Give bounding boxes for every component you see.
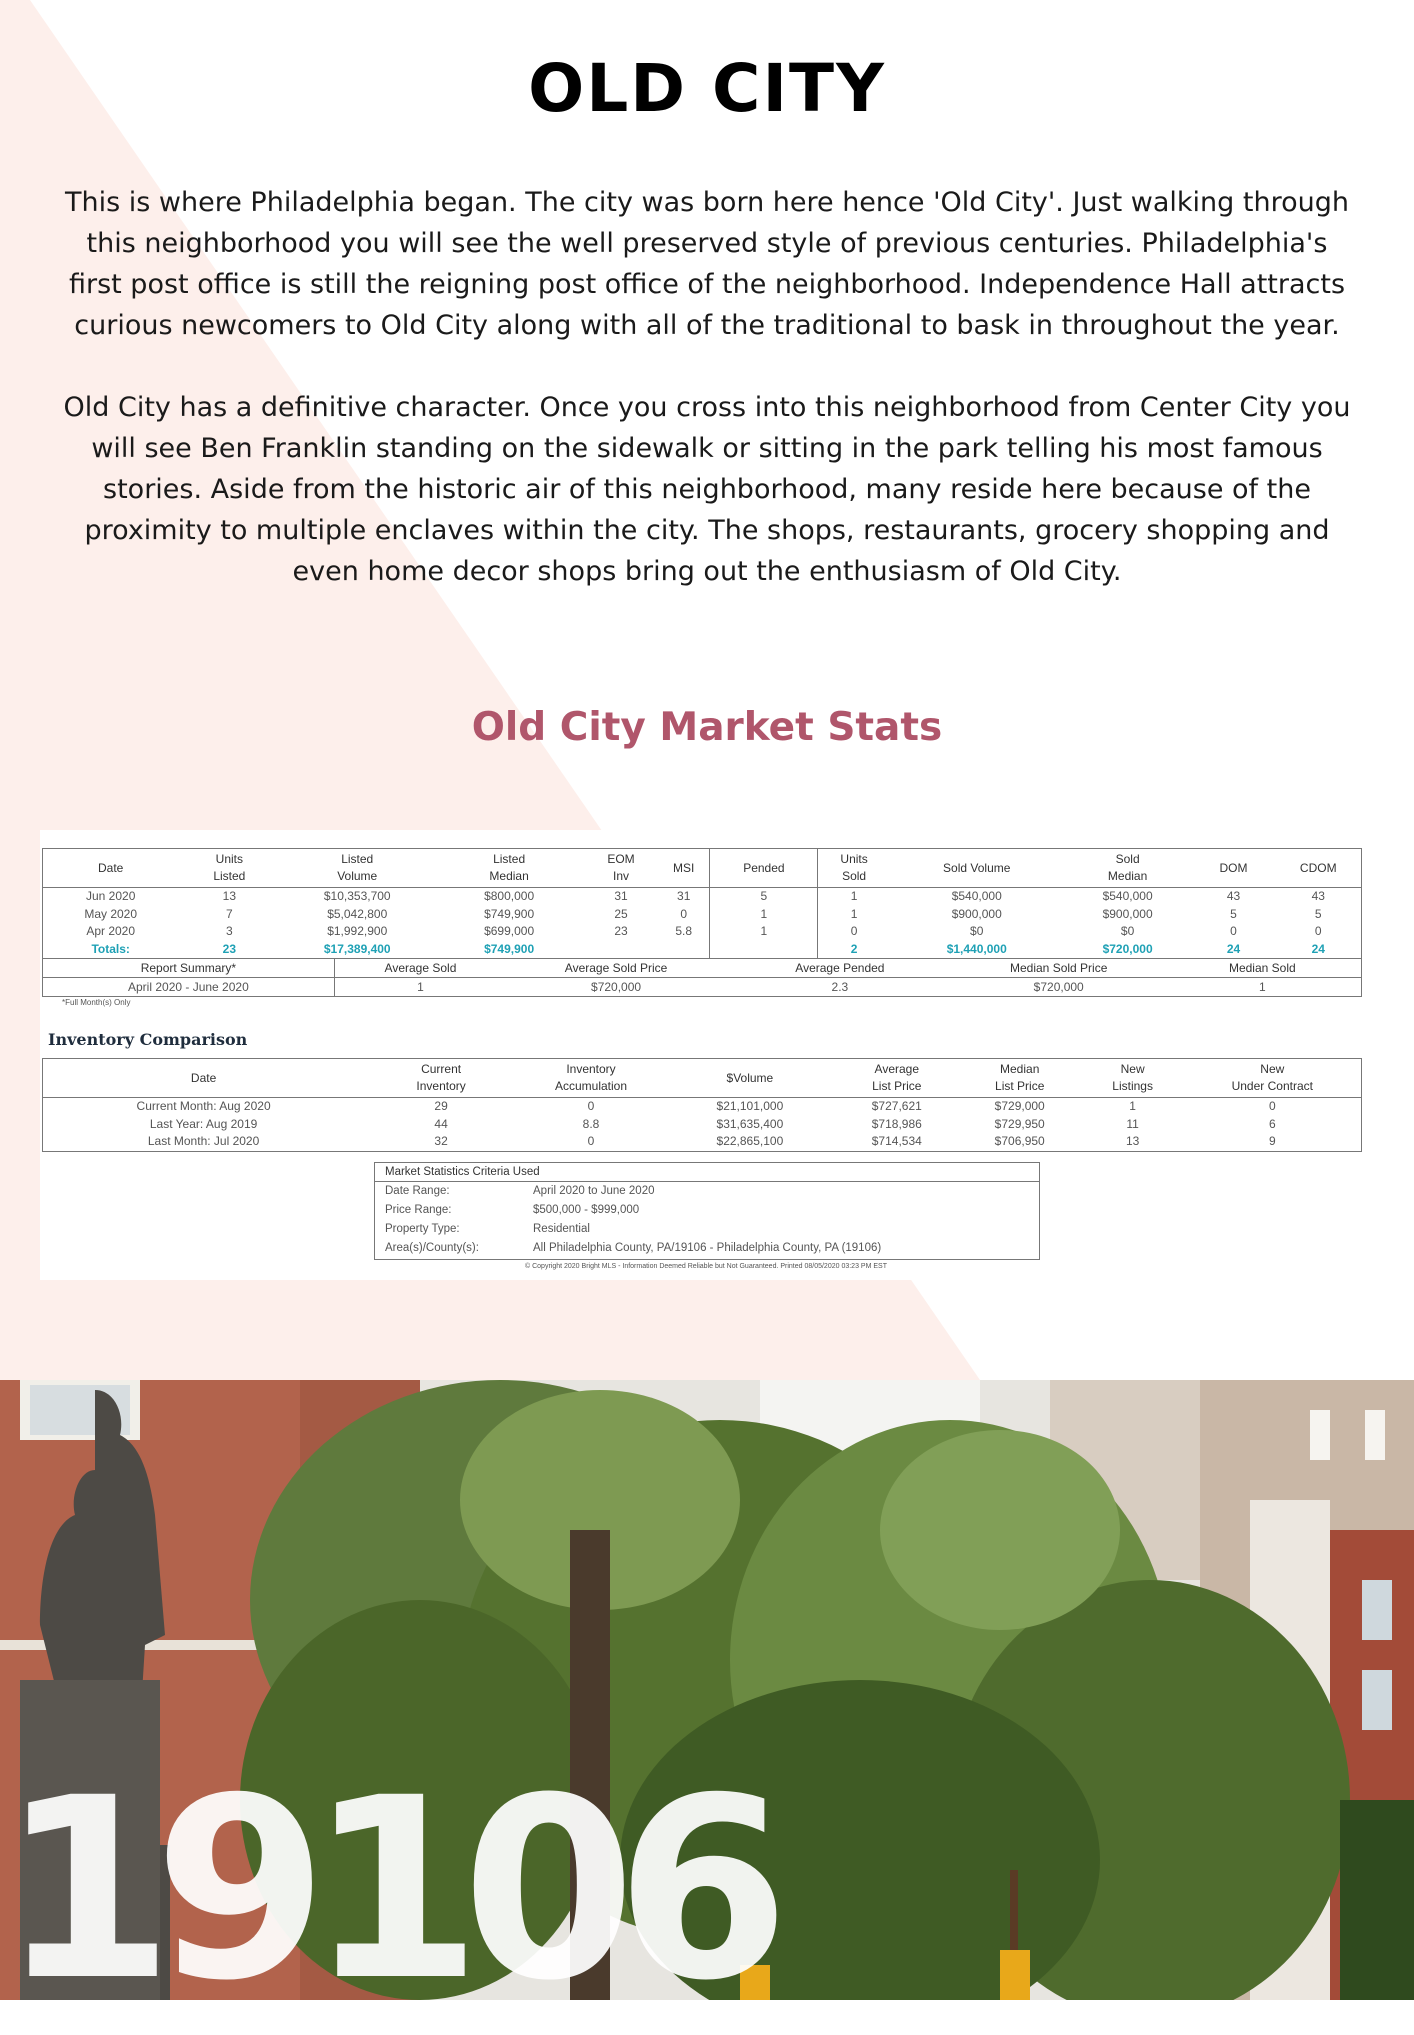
criteria-title: Market Statistics Criteria Used	[375, 1163, 1039, 1182]
header-pended: Pended	[710, 849, 818, 888]
cell: 0	[818, 923, 890, 941]
cell: $5,042,800	[327, 906, 388, 921]
cell: $17,389,400	[323, 941, 391, 956]
cell: 3	[225, 924, 233, 938]
cell: 31	[614, 889, 628, 903]
criteria-row	[375, 1182, 1039, 1201]
cell: 0	[1314, 924, 1322, 938]
criteria-label: Date Range:	[385, 1185, 450, 1197]
market-stats-title: Old City Market Stats	[471, 705, 943, 750]
character-paragraph: Old City has a definitive character. Once you cross into this neighborhood from Center City you will see Ben Franklin standing on the sidewalk or sitting in the park telling his most famous stories. Aside from the historic air of this neighborhood, many reside here because of the proximity to multiple enclaves within the city. The shops, restaurants, grocery shopping and even home decor shops bring out the enthusiasm of Old City.	[63, 392, 1351, 587]
cell: $900,000	[951, 906, 1002, 921]
table-row	[43, 1133, 1362, 1151]
cell: $749,900	[484, 941, 535, 956]
cell: $21,101,000	[716, 1099, 784, 1113]
cell: 0	[1230, 924, 1237, 938]
cell: $749,900	[484, 906, 535, 921]
header-average-pended: Average Pended	[795, 961, 885, 975]
cell: 0	[1268, 1099, 1276, 1113]
cell: Current Month: Aug 2020	[136, 1099, 271, 1113]
header-new-under-contract: New Under Contract	[1231, 1062, 1313, 1093]
table-row	[43, 906, 1362, 924]
header-dom: DOM	[1219, 860, 1248, 875]
cell: 1	[1258, 980, 1266, 994]
cell: 43	[1226, 889, 1241, 903]
cell: 8.8	[582, 1116, 600, 1131]
cell: 13	[222, 889, 236, 903]
inventory-title: Inventory Comparison	[48, 1030, 248, 1049]
inventory-header	[43, 1059, 1362, 1098]
cell: Last Month: Jul 2020	[147, 1134, 260, 1148]
cell: $31,635,400	[716, 1116, 784, 1131]
cell: 29	[434, 1099, 448, 1113]
criteria-label: Area(s)/County(s):	[385, 1242, 479, 1254]
totals-row	[43, 941, 1362, 959]
cell: 25	[614, 906, 628, 921]
header-msi: MSI	[673, 860, 695, 875]
cell: $0	[970, 924, 984, 938]
cell: April 2020 - June 2020	[128, 980, 249, 994]
cell: 0	[587, 1134, 595, 1148]
market-stats-report	[40, 830, 1368, 1280]
table-row	[43, 923, 1362, 941]
cell: $729,000	[994, 1099, 1045, 1113]
cell: 23	[222, 941, 236, 956]
summary-table	[42, 958, 1362, 997]
cell: $0	[1120, 924, 1135, 938]
cell: 5	[1314, 906, 1322, 921]
cell: 5.8	[675, 924, 693, 938]
cell: $718,986	[871, 1116, 922, 1131]
zip-code-overlay: 19106	[0, 1744, 770, 2035]
cell: $540,000	[951, 889, 1002, 903]
cell: $714,534	[871, 1134, 922, 1148]
cell: 1	[1129, 1099, 1136, 1113]
cell: $699,000	[484, 924, 535, 938]
cell: $540,000	[1102, 889, 1153, 903]
criteria-value: Residential	[533, 1223, 590, 1235]
cell: Totals:	[91, 941, 130, 956]
cell: 11	[1126, 1116, 1139, 1131]
header-volume: $Volume	[726, 1070, 774, 1085]
header-report-summary: Report Summary*	[140, 961, 237, 975]
cell: 23	[614, 924, 628, 938]
summary-header	[43, 959, 1362, 978]
cell	[658, 941, 710, 959]
market-table-header	[43, 849, 1362, 888]
header-units-listed: Units Listed	[213, 852, 246, 883]
cell: $706,950	[994, 1134, 1045, 1148]
cell: $729,950	[994, 1116, 1045, 1131]
criteria-value: April 2020 to June 2020	[533, 1185, 655, 1197]
cell: 1	[818, 906, 890, 924]
cell: Jun 2020	[85, 889, 136, 903]
cell: 44	[434, 1116, 448, 1131]
cell: 6	[1268, 1116, 1276, 1131]
cell: Last Year: Aug 2019	[149, 1116, 258, 1131]
cell: 24	[1226, 941, 1241, 956]
header-new-listings: New Listings	[1112, 1062, 1153, 1093]
cell: $720,000	[1102, 941, 1153, 956]
header-median-sold-price: Median Sold Price	[1010, 961, 1108, 975]
cell: 1	[334, 978, 506, 997]
cell: $720,000	[591, 980, 642, 994]
cell: 43	[1311, 889, 1325, 903]
cell: 13	[1125, 1134, 1140, 1148]
summary-footnote: *Full Month(s) Only	[62, 998, 131, 1007]
header-average-list-price: Average List Price	[872, 1062, 922, 1093]
page-title: OLD CITY	[528, 50, 886, 127]
cell: $1,992,900	[327, 924, 388, 938]
cell: $22,865,100	[716, 1134, 784, 1148]
market-table	[42, 848, 1362, 959]
header-median-sold: Median Sold	[1228, 961, 1296, 975]
cell: 1	[710, 923, 818, 941]
table-row	[43, 888, 1362, 906]
header-units-sold: Units Sold	[818, 849, 890, 888]
inventory-table	[42, 1058, 1362, 1152]
header-sold-median: Sold Median	[1107, 852, 1148, 883]
copyright-notice: © Copyright 2020 Bright MLS - Information Deemed Reliable but Not Guaranteed. Printed 08/05/2020 03:23 PM EST	[525, 1263, 887, 1270]
header-inventory-accumulation: Inventory Accumulation	[554, 1062, 628, 1093]
header-date: Date	[98, 860, 124, 875]
header-listed-median: Listed Median	[489, 852, 529, 883]
criteria-label: Price Range:	[385, 1204, 452, 1216]
cell: 5	[710, 888, 818, 906]
criteria-label: Property Type:	[385, 1223, 460, 1235]
criteria-row	[375, 1239, 1039, 1258]
header-sold-volume: Sold Volume	[943, 860, 1011, 875]
cell: 24	[1311, 941, 1325, 956]
header-cdom: CDOM	[1299, 860, 1337, 875]
cell: 31	[677, 889, 691, 903]
cell: 5	[1230, 906, 1237, 921]
cell: 1	[710, 906, 818, 924]
table-row	[43, 978, 1362, 997]
cell: $1,440,000	[946, 941, 1007, 956]
header-date: Date	[190, 1070, 217, 1085]
cell: $900,000	[1102, 906, 1153, 921]
header-average-sold-price: Average Sold Price	[564, 961, 668, 975]
cell: $727,621	[871, 1099, 922, 1113]
intro-paragraph: This is where Philadelphia began. The city was born here hence 'Old City'. Just walking through this neighborhood you will see the well preserved style of previous centuries. Philadelphia's first post office is still the reigning post office of the neighborhood. Independence Hall attracts curious newcomers to Old City along with all of the traditional to bask in throughout the year.	[65, 187, 1349, 341]
cell: 0	[680, 906, 688, 921]
cell: 32	[434, 1134, 448, 1148]
cell: $800,000	[484, 889, 535, 903]
cell: 1	[818, 888, 890, 906]
criteria-row	[375, 1220, 1039, 1239]
cell: $10,353,700	[323, 889, 391, 903]
criteria-value: All Philadelphia County, PA/19106 - Philadelphia County, PA (19106)	[533, 1242, 882, 1254]
criteria-box	[374, 1162, 1040, 1260]
criteria-row	[375, 1201, 1039, 1220]
header-average-sold: Average Sold	[334, 959, 506, 978]
cell: 9	[1268, 1134, 1276, 1148]
cell: 2.3	[831, 980, 849, 994]
table-row	[43, 1098, 1362, 1116]
cell: May 2020	[84, 906, 138, 921]
header-listed-volume: Listed Volume	[337, 852, 378, 883]
cell: 2	[818, 941, 890, 959]
criteria-value: $500,000 - $999,000	[533, 1204, 640, 1216]
table-row	[43, 1116, 1362, 1134]
header-current-inventory: Current Inventory	[416, 1062, 466, 1093]
cell: $720,000	[1033, 980, 1084, 994]
cell: Apr 2020	[86, 924, 136, 938]
cell	[584, 941, 658, 959]
cell: 7	[225, 906, 233, 921]
cell: 0	[587, 1099, 595, 1113]
header-median-list-price: Median List Price	[995, 1062, 1045, 1093]
header-eom-inv: EOM Inv	[607, 852, 635, 883]
cell	[710, 941, 818, 959]
